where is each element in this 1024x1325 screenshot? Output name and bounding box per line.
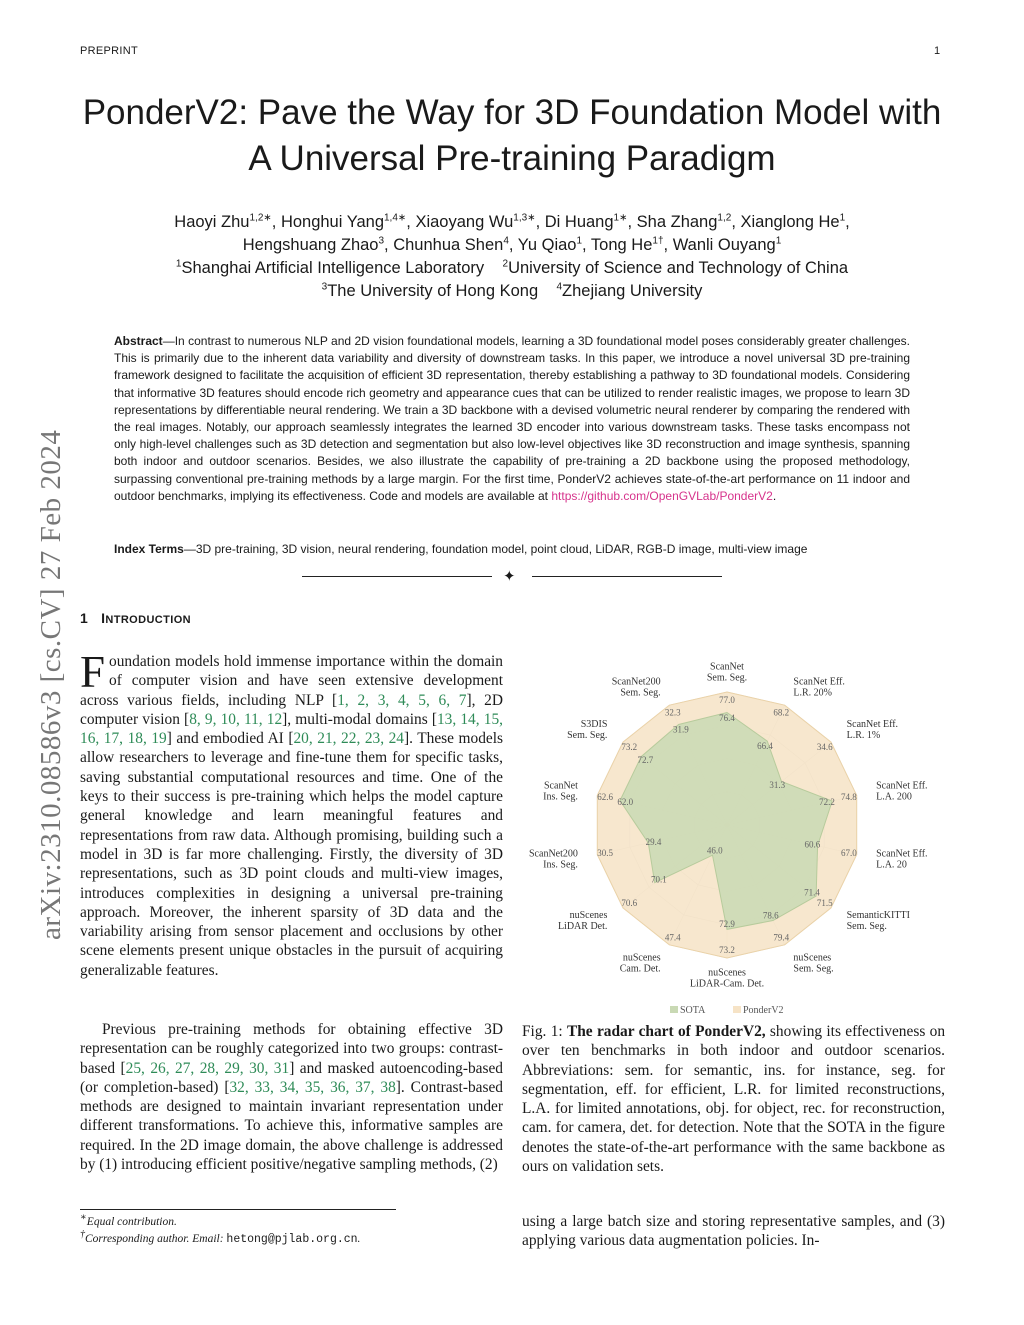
sota-value-label: 60.6 (804, 839, 821, 850)
abstract-text: —In contrast to numerous NLP and 2D vision foundational models, learning a 3D foundational model poses considerably greater challenges. This is primarily due to the inherent data variability and diversity of downstream tasks. In this paper, we introduce a novel universal 3D pre-training framework designed to facilitate the acquisition of efficient 3D representation, thereby establishing a pathway to 3D foundational models. Considering that informative 3D features should encode rich geometry and appearance cues that can be utilized to render realistic images, we propose to learn 3D representations by differentiable neural rendering. We train a 3D backbone with a devised volumetric neural renderer by comparing the rendered with the real images. Notably, our approach seamlessly integrates the learned 3D encoder into various downstream tasks. These tasks encompass not only high-level challenges such as 3D detection and segmentation but also low-level objectives like 3D reconstruction and image synthesis, spanning both indoor and outdoor scenarios. Besides, we also illustrate the capability of pre-training a 2D backbone using the proposed methodology, surpassing conventional pre-training methods by a large margin. For the first time, PonderV2 achieves state-of-the-art performance on 11 indoor and outdoor benchmarks, implying its effectiveness. Code and models are available at (114, 334, 910, 503)
ponderv2-value-label: 74.8 (841, 792, 857, 803)
radar-axis-label: ScanNet Eff. L.A. 20 (876, 848, 928, 871)
ponderv2-value-label: 62.6 (597, 792, 613, 803)
sota-value-label: 72.7 (637, 754, 654, 765)
author-line-1: Haoyi Zhu$^{1,2∗}$, Honghui Yang$^{1,4∗}$, Xiaoyang $Wu^{1,3∗}$, Di Huang$^{1∗}$, Sha Zhang$^{1,2}$, Xianglong He$^1$, (174, 212, 850, 231)
separator-star-icon: ✦ (503, 568, 516, 585)
sota-value-label: 31.3 (769, 779, 786, 790)
paper-title: PonderV2: Pave the Way for 3D Foundation Model with A Universal Pre-training Paradigm (82, 93, 942, 178)
radar-axis-label: nuScenes Sem. Seg. (793, 952, 834, 975)
ponderv2-value-label: 71.5 (816, 897, 833, 908)
legend-swatch-ponderv2 (733, 1006, 741, 1013)
radar-axis-label: ScanNet Eff. L.R. 20% (793, 676, 845, 699)
intro-paragraph-1: Foundation models hold immense importance within the domain of computer vision and have seen extensive development across various fields, including NLP [1, 2, 3, 4, 5, 6, 7], 2D computer vision [8, 9, 10, 11, 12], multi-modal domains [13, 14, 15, 16, 17, 18, 19] and embodied AI [20, 21, 22, 23, 24]. These models allow researchers to leverage and fine-tune them for specific tasks, saving substantial computational resources and time. One of the keys to their success is pre-training which helps the model capture general knowledge and learn meaningful features and representations from raw data. Although promising, building such a model in 3D is far more challenging. Firstly, the diversity of 3D representations, such as 3D point clouds and multi-view images, introduces complexities in designing a universal pre-training approach. Moreover, the inherent sparsity of 3D data and the variability arising from sensor placement and occlusions by other scene elements present unique obstacles in the pursuit of acquiring generalizable features. (80, 647, 504, 979)
radar-chart (520, 648, 940, 1020)
drop-cap: F (80, 647, 106, 697)
citation-link[interactable]: 25, 26, 27, 28, 29, 30, 31 (125, 1059, 290, 1077)
chart-legend (670, 1005, 784, 1016)
sota-value-label: 72.2 (819, 797, 835, 808)
author-line-2: Hengshuang Zhao$^3$, Chunhua Shen$^4$, Yu Qiao$^1$, Tong $He^{1\dagger}$, Wanli Ouyang$^1$ (242, 235, 782, 254)
section-heading: 1 INTRODUCTION (80, 610, 192, 626)
abstract-label: Abstract (114, 334, 163, 348)
sota-value-label: 62.0 (617, 796, 634, 807)
affiliation: $^1$Shanghai Artificial Intelligence Laboratory (175, 258, 485, 277)
author: Sha Zhang$^{1,2}$ (636, 212, 732, 231)
legend-label-ponderv2: PonderV2 (743, 1005, 784, 1016)
radar-axis-label: ScanNet Eff. L.R. 1% (846, 719, 899, 742)
author: Tong $He^{1\dagger}$ (590, 235, 664, 254)
ponderv2-value-label: 79.4 (773, 932, 790, 943)
sota-value-label: 29.4 (645, 836, 662, 847)
ponderv2-value-label: 30.5 (597, 847, 613, 858)
sota-value-label: 31.9 (673, 724, 689, 735)
sota-value-label: 72.9 (719, 919, 735, 930)
radar-axis-label: ScanNet Ins. Seg. (543, 780, 578, 803)
affiliation: $^2$University of Science and Technology of China (502, 258, 849, 277)
ponderv2-value-label: 73.2 (621, 742, 638, 753)
ponderv2-value-label: 68.2 (773, 707, 790, 718)
sota-value-label: 78.6 (762, 910, 779, 921)
intro-paragraph-2: Previous pre-training methods for obtaining effective 3D representation can be roughly categorized into two groups: contrast-based [25, 26, 27, 28, 29, 30, 31] and masked autoencoding-based (or completion-based) [32, 33, 34, 35, 36, 37, 38]. Contrast-based methods are designed to maintain invariant representation under different transformations. To achieve this, informative samples are required. In the 2D image domain, the above challenge is addressed by (1) introducing efficient positive/negative sampling methods, (2) (80, 1021, 503, 1174)
author: Honghui Yang$^{1,4∗}$ (280, 212, 407, 231)
radar-axis-label: ScanNet200 Sem. Seg. (611, 676, 661, 699)
radar-axis-label: nuScenes Cam. Det. (619, 952, 661, 975)
code-link[interactable]: https://github.com/OpenGVLab/PonderV2 (551, 488, 773, 503)
separator-rule-right (532, 576, 722, 577)
author: Hengshuang Zhao$^3$ (242, 235, 385, 254)
caption-title: The radar chart of PonderV2, (566, 1023, 766, 1040)
arxiv-id: arXiv:2310.08586v3 [cs.CV] 27 Feb 2024 (35, 429, 67, 940)
separator-rule-left (302, 576, 492, 577)
radar-axis-label: ScanNet Eff. L.A. 200 (876, 780, 928, 803)
radar-axis-label: S3DIS Sem. Seg. (567, 719, 608, 742)
citation-link[interactable]: 13, 14, 15, 16, 17, 18, 19 (80, 710, 503, 748)
author: Xiaoyang $Wu^{1,3∗}$ (415, 212, 536, 231)
radar-axis-label: nuScenes LiDAR Det. (557, 909, 608, 932)
author: Chunhua Shen$^4$ (393, 235, 509, 254)
author: Haoyi Zhu$^{1,2∗}$ (174, 212, 272, 231)
ponderv2-value-label: 34.6 (816, 742, 833, 753)
radar-axis-label: SemanticKITTI Sem. Seg. (846, 909, 910, 932)
ponderv2-value-label: 77.0 (719, 695, 735, 705)
ponderv2-value-label: 70.6 (621, 897, 638, 908)
running-header: PREPRINT (80, 45, 139, 57)
affiliation: $^3$The University of Hong Kong (321, 281, 539, 300)
ponderv2-value-label: 73.2 (719, 945, 735, 955)
sota-value-label: 46.0 (706, 845, 723, 856)
intro-paragraph-3: using a large batch size and storing representative samples, and (3) applying various data augmentation policies. In- (522, 1213, 945, 1250)
ponderv2-value-label: 47.4 (664, 932, 681, 943)
sota-value-label: 76.4 (719, 712, 735, 723)
figure-caption: Fig. 1: The radar chart of PonderV2, showing its effectiveness on over ten benchmarks in both indoor and outdoor scenarios. Abbreviations: sem. for semantic, ins. for instance, seg. for segmentation, eff. for efficient, L.R. for limited reconstructions, L.A. for limited annotations, obj. for object, rec. for reconstruction, cam. for camera, det. for detection. Note that the SOTA in the figure denotes the state-of-the-art performance with the same backbone as ours on validation sets. (522, 1023, 946, 1176)
index-terms: Index Terms—3D pre-training, 3D vision, neural rendering, foundation model, point cloud, LiDAR, RGB-D image, multi-view image (114, 542, 808, 556)
footnote-rule (80, 1209, 396, 1210)
citation-link[interactable]: 8, 9, 10, 11, 12 (189, 710, 283, 728)
legend-label-sota: SOTA (680, 1005, 706, 1016)
ponderv2-value-label: 32.3 (664, 707, 681, 718)
author: Di Huang$^{1∗}$ (544, 212, 628, 231)
arxiv-sidebar (18, 350, 78, 950)
affiliation-line-1 (80, 257, 944, 280)
sota-value-label: 71.4 (804, 887, 820, 898)
index-terms-label: Index Terms (114, 542, 184, 556)
radar-axis-label: ScanNet200 Ins. Seg. (529, 848, 578, 871)
affiliation: $^4$Zhejiang University (556, 281, 703, 300)
affiliation-line-2 (80, 280, 944, 303)
radar-axis-label: ScanNet Sem. Seg. (706, 661, 748, 684)
citation-link[interactable]: 32, 33, 34, 35, 36, 37, 38 (229, 1078, 396, 1096)
radar-axis-label: nuScenes LiDAR-Cam. Det. (689, 967, 765, 990)
citation-link[interactable]: 1, 2, 3, 4, 5, 6, 7 (337, 691, 467, 709)
author: Wanli Ouyang$^1$ (672, 235, 782, 254)
citation-link[interactable]: 20, 21, 22, 23, 24 (293, 730, 405, 748)
author: Yu Qiao$^1$ (517, 235, 583, 254)
author: Xianglong He$^1$ (740, 212, 846, 231)
email-link[interactable]: hetong@pjlab.org.cn (226, 1233, 358, 1246)
legend-swatch-sota (670, 1006, 678, 1013)
ponderv2-value-label: 67.0 (841, 847, 857, 858)
abstract: Abstract—In contrast to numerous NLP and 2D vision foundational models, learning a 3D foundational model poses considerably greater challenges. This is primarily due to the inherent data variability and diversity of downstream tasks. In this paper, we introduce a novel universal 3D pre-training framework designed to facilitate the acquisition of efficient 3D representation, thereby establishing a pathway to 3D foundational models. Considering that informative 3D features should encode rich geometry and appearance cues that can be utilized to render realistic images, we propose to learn 3D representations by differentiable neural rendering. We train a 3D backbone with a devised volumetric neural renderer by comparing the rendered with the real images. Notably, our approach seamlessly integrates the learned 3D encoder into various downstream tasks. These tasks encompass not only high-level challenges such as 3D detection and segmentation but also low-level objectives like 3D reconstruction and image synthesis, spanning both indoor and outdoor scenarios. Besides, we also illustrate the capability of pre-training a 2D backbone using the proposed methodology, surpassing conventional pre-training methods by a large margin. For the first time, PonderV2 achieves state-of-the-art performance on 11 indoor and outdoor benchmarks, implying its effectiveness. Code and models are available at https://github.com/OpenGVLab/PonderV2. (114, 334, 910, 503)
footnote-equal-contribution: ∗Equal contribution. (80, 1212, 177, 1228)
footnote-corresponding-author: †Corresponding author. Email: hetong@pjlab.org.cn. (80, 1229, 361, 1246)
page-number: 1 (934, 45, 941, 57)
sota-value-label: 66.4 (757, 741, 773, 751)
sota-value-label: 70.1 (651, 874, 667, 885)
